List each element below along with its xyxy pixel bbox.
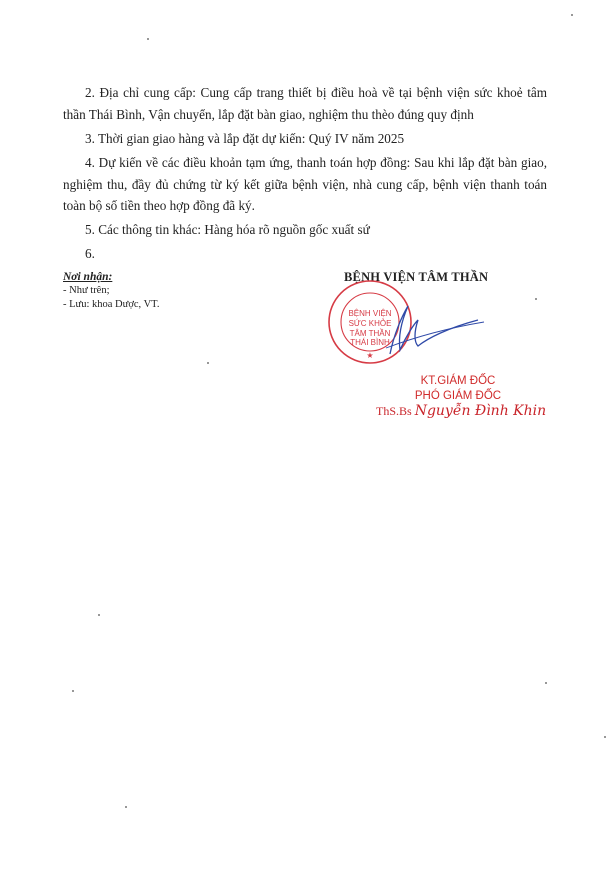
scan-speck <box>604 736 606 738</box>
stamp-text-line: SỨC KHỎE <box>348 319 392 328</box>
signer-name: Nguyễn Đình Khin <box>414 403 547 419</box>
signer-title-line2: PHÓ GIÁM ĐỐC <box>414 390 502 402</box>
paragraph-text: 3. Thời gian giao hàng và lắp đặt dự kiến: Quý IV năm 2025 <box>85 131 405 146</box>
paragraph-item-6 <box>63 243 547 265</box>
recipients-heading: Nơi nhận: <box>63 271 113 283</box>
signer-prefix: ThS.Bs <box>376 404 412 418</box>
scan-speck <box>125 806 127 808</box>
official-stamp-seal <box>328 276 488 371</box>
stamp-text-line: BỆNH VIỆN <box>348 309 392 318</box>
paragraph-text: 6. <box>85 246 95 261</box>
scan-speck <box>535 298 537 300</box>
paragraph-other-info <box>63 219 547 241</box>
scan-speck <box>147 38 149 40</box>
paragraph-text: 5. Các thông tin khác: Hàng hóa rõ nguồn gốc xuất sứ <box>85 222 370 237</box>
signer-name-line <box>376 403 546 419</box>
paragraph-delivery-location <box>63 82 547 125</box>
scan-speck <box>571 14 573 16</box>
scan-speck <box>98 614 100 616</box>
recipient-item: - Lưu: khoa Dược, VT. <box>63 299 160 310</box>
scan-speck <box>545 682 547 684</box>
paragraph-text: 2. Địa chỉ cung cấp: Cung cấp trang thiết bị điều hoà về tại bệnh viện sức khoẻ tâm thần Thái Bình, Vận chuyển, lắp đặt bàn giao, nghiệm thu thèo đúng quy định <box>63 85 547 122</box>
stamp-star-icon: ★ <box>366 351 374 360</box>
recipient-item: - Như trên; <box>63 285 110 296</box>
paragraph-payment-terms <box>63 152 547 217</box>
scan-speck <box>72 690 74 692</box>
stamp-text-line: TÂM THẦN <box>349 329 391 338</box>
signer-title-line1: KT.GIÁM ĐỐC <box>420 375 496 387</box>
paragraph-text: 4. Dự kiến về các điều khoản tạm ứng, thanh toán hợp đồng: Sau khi lắp đặt bàn giao, nghiệm thu, đầy đủ chứng từ ký kết giữa bệnh viện, nhà cung cấp, bệnh viện thanh toán toàn bộ số tiền theo hợp đồng đã ký. <box>63 155 547 213</box>
stamp-text-line: THÁI BÌNH <box>350 338 390 347</box>
paragraph-delivery-time <box>63 128 547 150</box>
scan-speck <box>207 362 209 364</box>
recipients-block <box>63 270 159 312</box>
organization-name: BỆNH VIỆN TÂM THẦN <box>344 270 489 284</box>
